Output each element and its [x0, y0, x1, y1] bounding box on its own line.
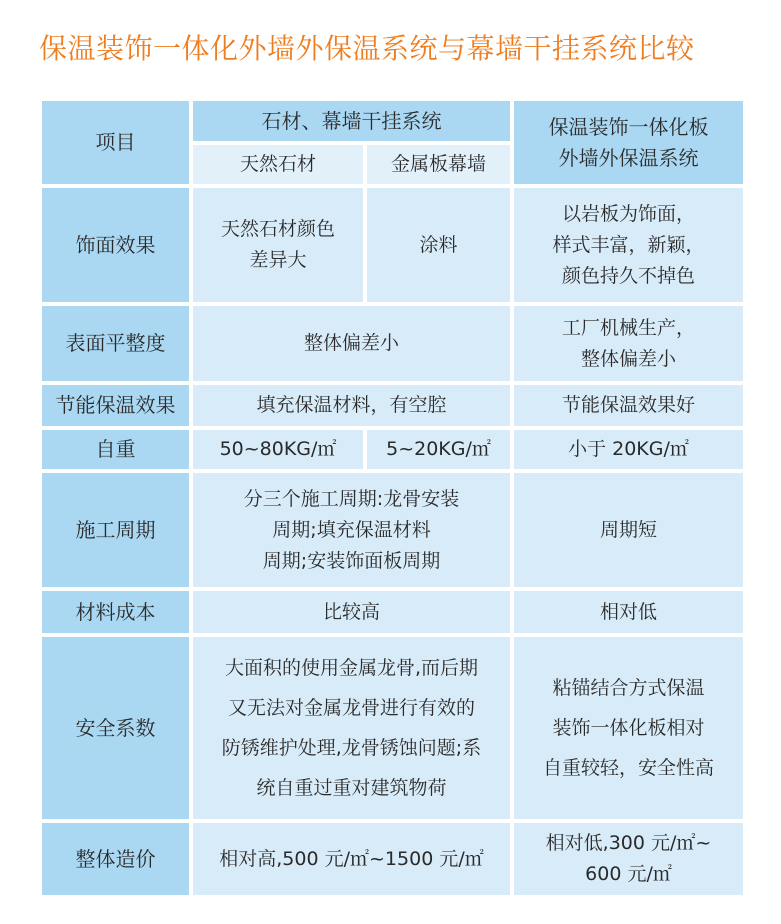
cell-line: 50~80KG/㎡	[219, 438, 337, 460]
cell-line: 以岩板为饰面，	[561, 202, 695, 225]
cell-finish-insulation	[512, 186, 745, 304]
cell-construction-dry-hang	[191, 471, 512, 589]
cell-line: 小于 20KG/㎡	[568, 438, 689, 460]
cell-line: 工厂机械生产，	[561, 316, 695, 339]
cell-line: 周期短	[599, 518, 657, 541]
cell-cost-dry-hang	[191, 589, 512, 635]
cell-weight-stone	[191, 428, 365, 471]
cell-line: 整体偏差小	[580, 347, 676, 370]
header-item: 项目	[40, 99, 191, 186]
cell-line: 差异大	[249, 249, 307, 271]
cell-line: 5~20KG/㎡	[386, 438, 491, 460]
row-label-weight: 自重	[40, 428, 191, 471]
row-label-safety: 安全系数	[40, 635, 191, 821]
cell-finish-stone	[191, 186, 365, 304]
cell-line: 填充保温材料，有空腔	[256, 394, 447, 416]
row-label-cost: 材料成本	[40, 589, 191, 635]
row-label-total-cost: 整体造价	[40, 821, 191, 897]
comparison-table	[38, 97, 747, 899]
cell-energy-insulation	[512, 383, 745, 428]
cell-line: 分三个施工周期:龙骨安装	[243, 487, 460, 510]
row-label-energy: 节能保温效果	[40, 383, 191, 428]
cell-line: 颜色持久不掉色	[561, 264, 695, 287]
cell-energy-dry-hang	[191, 383, 512, 428]
cell-line: 周期;安装饰面板周期	[262, 549, 441, 572]
cell-flatness-dry-hang	[191, 304, 512, 383]
cell-line: 天然石材颜色	[220, 218, 335, 240]
cell-line: 相对低	[599, 600, 657, 623]
cell-line: 相对低,300 元/㎡~	[545, 832, 712, 854]
header-col3-line: 外墙外保温系统	[558, 145, 699, 170]
cell-line: 涂料	[419, 233, 458, 256]
cell-line: 样式丰富，新颖，	[552, 233, 705, 256]
cell-line: 相对高,500 元/㎡~1500 元/㎡	[219, 847, 484, 870]
cell-line: 装饰一体化板相对	[552, 717, 705, 739]
header-natural-stone: 天然石材	[191, 143, 365, 186]
cell-line: 又无法对金属龙骨进行有效的	[227, 697, 475, 719]
cell-line: 大面积的使用金属龙骨,而后期	[224, 657, 479, 679]
cell-weight-insulation	[512, 428, 745, 471]
cell-line: 600 元/㎡	[585, 863, 672, 885]
cell-safety-dry-hang	[191, 635, 512, 821]
cell-construction-insulation	[512, 471, 745, 589]
cell-cost-insulation	[512, 589, 745, 635]
header-dry-hang-group: 石材、幕墙干挂系统	[191, 99, 512, 143]
row-label-flatness: 表面平整度	[40, 304, 191, 383]
header-col3-line: 保温装饰一体化板	[548, 114, 709, 139]
cell-line: 整体偏差小	[303, 332, 399, 354]
cell-line: 统自重过重对建筑物荷	[256, 777, 447, 799]
cell-flatness-insulation	[512, 304, 745, 383]
cell-weight-metal	[365, 428, 512, 471]
cell-safety-insulation	[512, 635, 745, 821]
cell-line: 周期;填充保温材料	[272, 518, 431, 541]
cell-line: 粘锚结合方式保温	[552, 677, 705, 699]
cell-finish-metal	[365, 186, 512, 304]
cell-line: 自重较轻，安全性高	[542, 757, 714, 779]
cell-line: 节能保温效果好	[561, 394, 695, 416]
row-label-construction: 施工周期	[40, 471, 191, 589]
page-title: 保温装饰一体化外墙外保温系统与幕墙干挂系统比较	[39, 32, 695, 65]
cell-line: 比较高	[322, 600, 380, 623]
row-label-finish: 饰面效果	[40, 186, 191, 304]
header-metal-curtain-wall: 金属板幕墙	[365, 143, 512, 186]
header-insulation-system	[512, 99, 745, 186]
cell-total-cost-dry-hang	[191, 821, 512, 897]
cell-line: 防锈维护处理,龙骨锈蚀问题;系	[221, 737, 482, 759]
cell-total-cost-insulation	[512, 821, 745, 897]
